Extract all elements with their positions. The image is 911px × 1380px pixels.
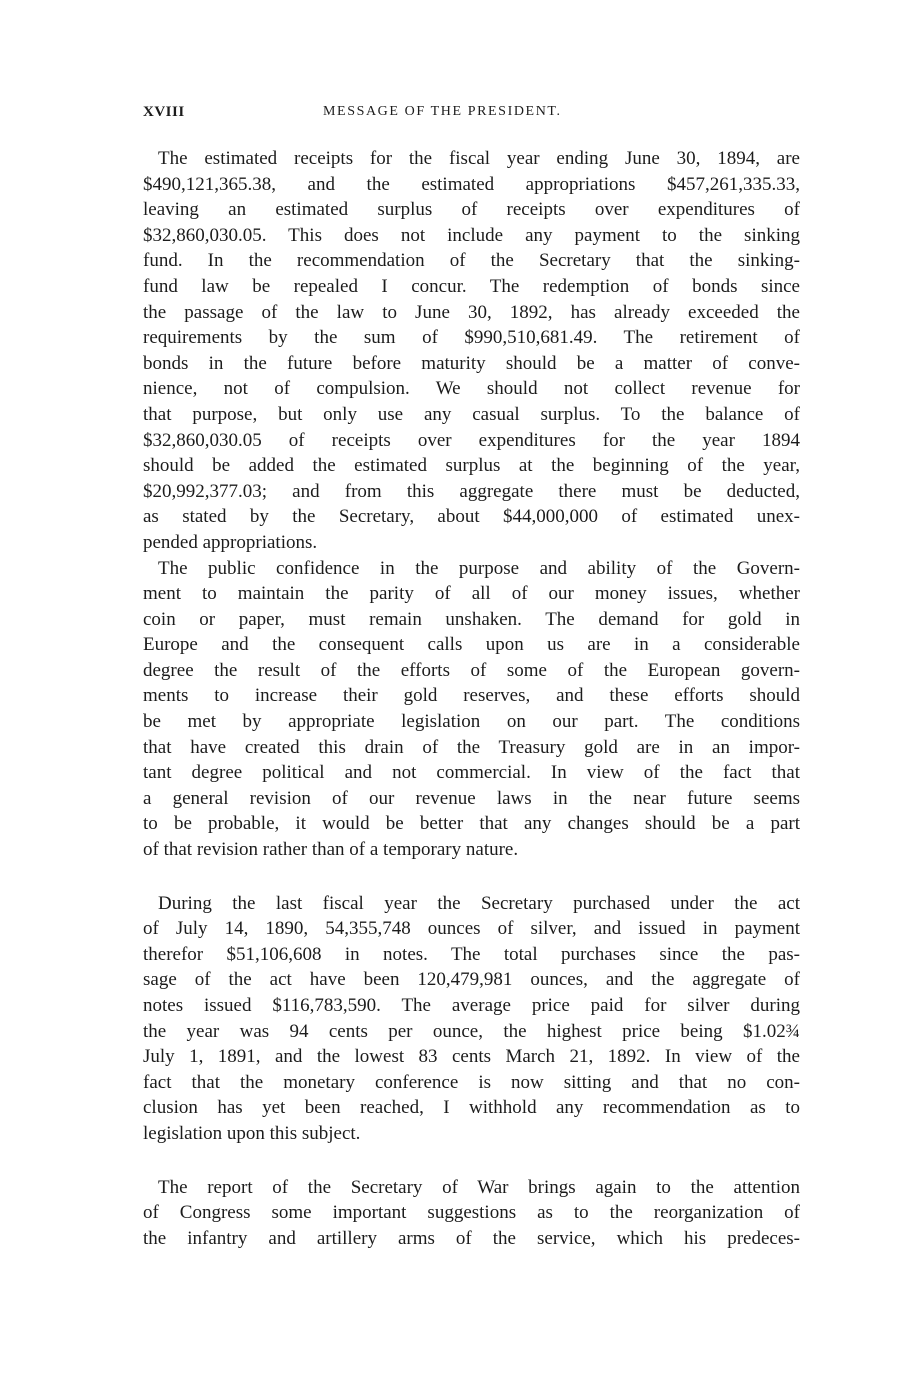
- text-line: leaving an estimated surplus of receipts over expenditures of: [143, 199, 800, 221]
- text-line: ments to increase their gold reserves, and these efforts should: [143, 685, 800, 707]
- text-line: During the last fiscal year the Secretary purchased under the act: [158, 892, 800, 914]
- page: [143, 100, 800, 1251]
- text-line: notes issued $116,783,590. The average price paid for silver during: [143, 995, 800, 1016]
- text-line: be met by appropriate legislation on our part. The conditions: [143, 711, 800, 733]
- text-line: coin or paper, must remain unshaken. The demand for gold in: [143, 608, 800, 630]
- text-line: requirements by the sum of $990,510,681.49. The retirement of: [143, 327, 800, 349]
- paragraph-secretary-of-war: [143, 1175, 800, 1252]
- text-line: sage of the act have been 120,479,981 ounces, and the aggregate of: [143, 969, 800, 991]
- text-line: ment to maintain the parity of all of our money issues, whether: [143, 583, 800, 605]
- text-line: The public confidence in the purpose and ability of the Govern-: [158, 557, 800, 579]
- text-line: nience, not of compulsion. We should not collect revenue for: [143, 378, 800, 400]
- paragraph-receipts: [143, 146, 800, 556]
- text-line: $32,860,030.05. This does not include any payment to the sinking: [143, 224, 800, 246]
- text-line: tant degree political and not commercial. In view of the fact that: [143, 762, 800, 784]
- text-line: a general revision of our revenue laws in the near future seems: [143, 787, 800, 809]
- text-line: degree the result of the efforts of some of the European govern-: [143, 659, 800, 681]
- text-line: clusion has yet been reached, I withhold any recommendation as to: [143, 1097, 800, 1119]
- body-text: [143, 146, 800, 1251]
- text-line: $490,121,365.38, and the estimated appropriations $457,261,335.33,: [143, 173, 800, 195]
- paragraph-spacer: [143, 1147, 800, 1175]
- text-line: of that revision rather than of a temporary nature.: [143, 839, 519, 861]
- text-line: as stated by the Secretary, about $44,000,000 of estimated unex-: [143, 506, 800, 528]
- paragraph-silver-purchases: [143, 891, 800, 1147]
- text-line: The report of the Secretary of War brings again to the attention: [158, 1176, 800, 1198]
- text-line: fact that the monetary conference is now sitting and that no con-: [143, 1071, 800, 1093]
- text-line: the passage of the law to June 30, 1892, has already exceeded the: [143, 301, 800, 323]
- text-line: bonds in the future before maturity should be a matter of conve-: [143, 352, 800, 374]
- text-line: fund law be repealed I concur. The redemption of bonds since: [143, 275, 800, 297]
- text-line: therefor $51,106,608 in notes. The total purchases since the pas-: [143, 943, 800, 965]
- text-line: $20,992,377.03; and from this aggregate there must be deducted,: [143, 480, 800, 502]
- paragraph-public-confidence: [143, 556, 800, 863]
- text-line: that purpose, but only use any casual surplus. To the balance of: [143, 403, 800, 425]
- running-title: MESSAGE OF THE PRESIDENT.: [323, 104, 562, 119]
- text-line: the infantry and artillery arms of the service, which his predeces-: [143, 1227, 800, 1249]
- text-line: of Congress some important suggestions as to the reorganization of: [143, 1202, 800, 1224]
- text-line: Europe and the consequent calls upon us are in a considerable: [143, 634, 800, 656]
- text-line: July 1, 1891, and the lowest 83 cents March 21, 1892. In view of the: [143, 1046, 800, 1068]
- running-head: [143, 100, 800, 126]
- text-line: of July 14, 1890, 54,355,748 ounces of silver, and issued in payment: [143, 918, 800, 940]
- text-line: the year was 94 cents per ounce, the highest price being $1.02¾: [143, 1020, 800, 1042]
- text-line: legislation upon this subject.: [143, 1122, 361, 1144]
- text-line: should be added the estimated surplus at the beginning of the year,: [143, 455, 800, 477]
- paragraph-spacer: [143, 863, 800, 891]
- page-number: XVIII: [143, 104, 185, 120]
- text-line: to be probable, it would be better that any changes should be a part: [143, 813, 800, 835]
- text-line: that have created this drain of the Treasury gold are in an impor-: [143, 736, 800, 758]
- text-line: The estimated receipts for the fiscal year ending June 30, 1894, are: [158, 148, 800, 169]
- text-line: fund. In the recommendation of the Secretary that the sinking-: [143, 250, 800, 272]
- text-line: $32,860,030.05 of receipts over expenditures for the year 1894: [143, 429, 800, 451]
- text-line: pended appropriations.: [143, 531, 318, 553]
